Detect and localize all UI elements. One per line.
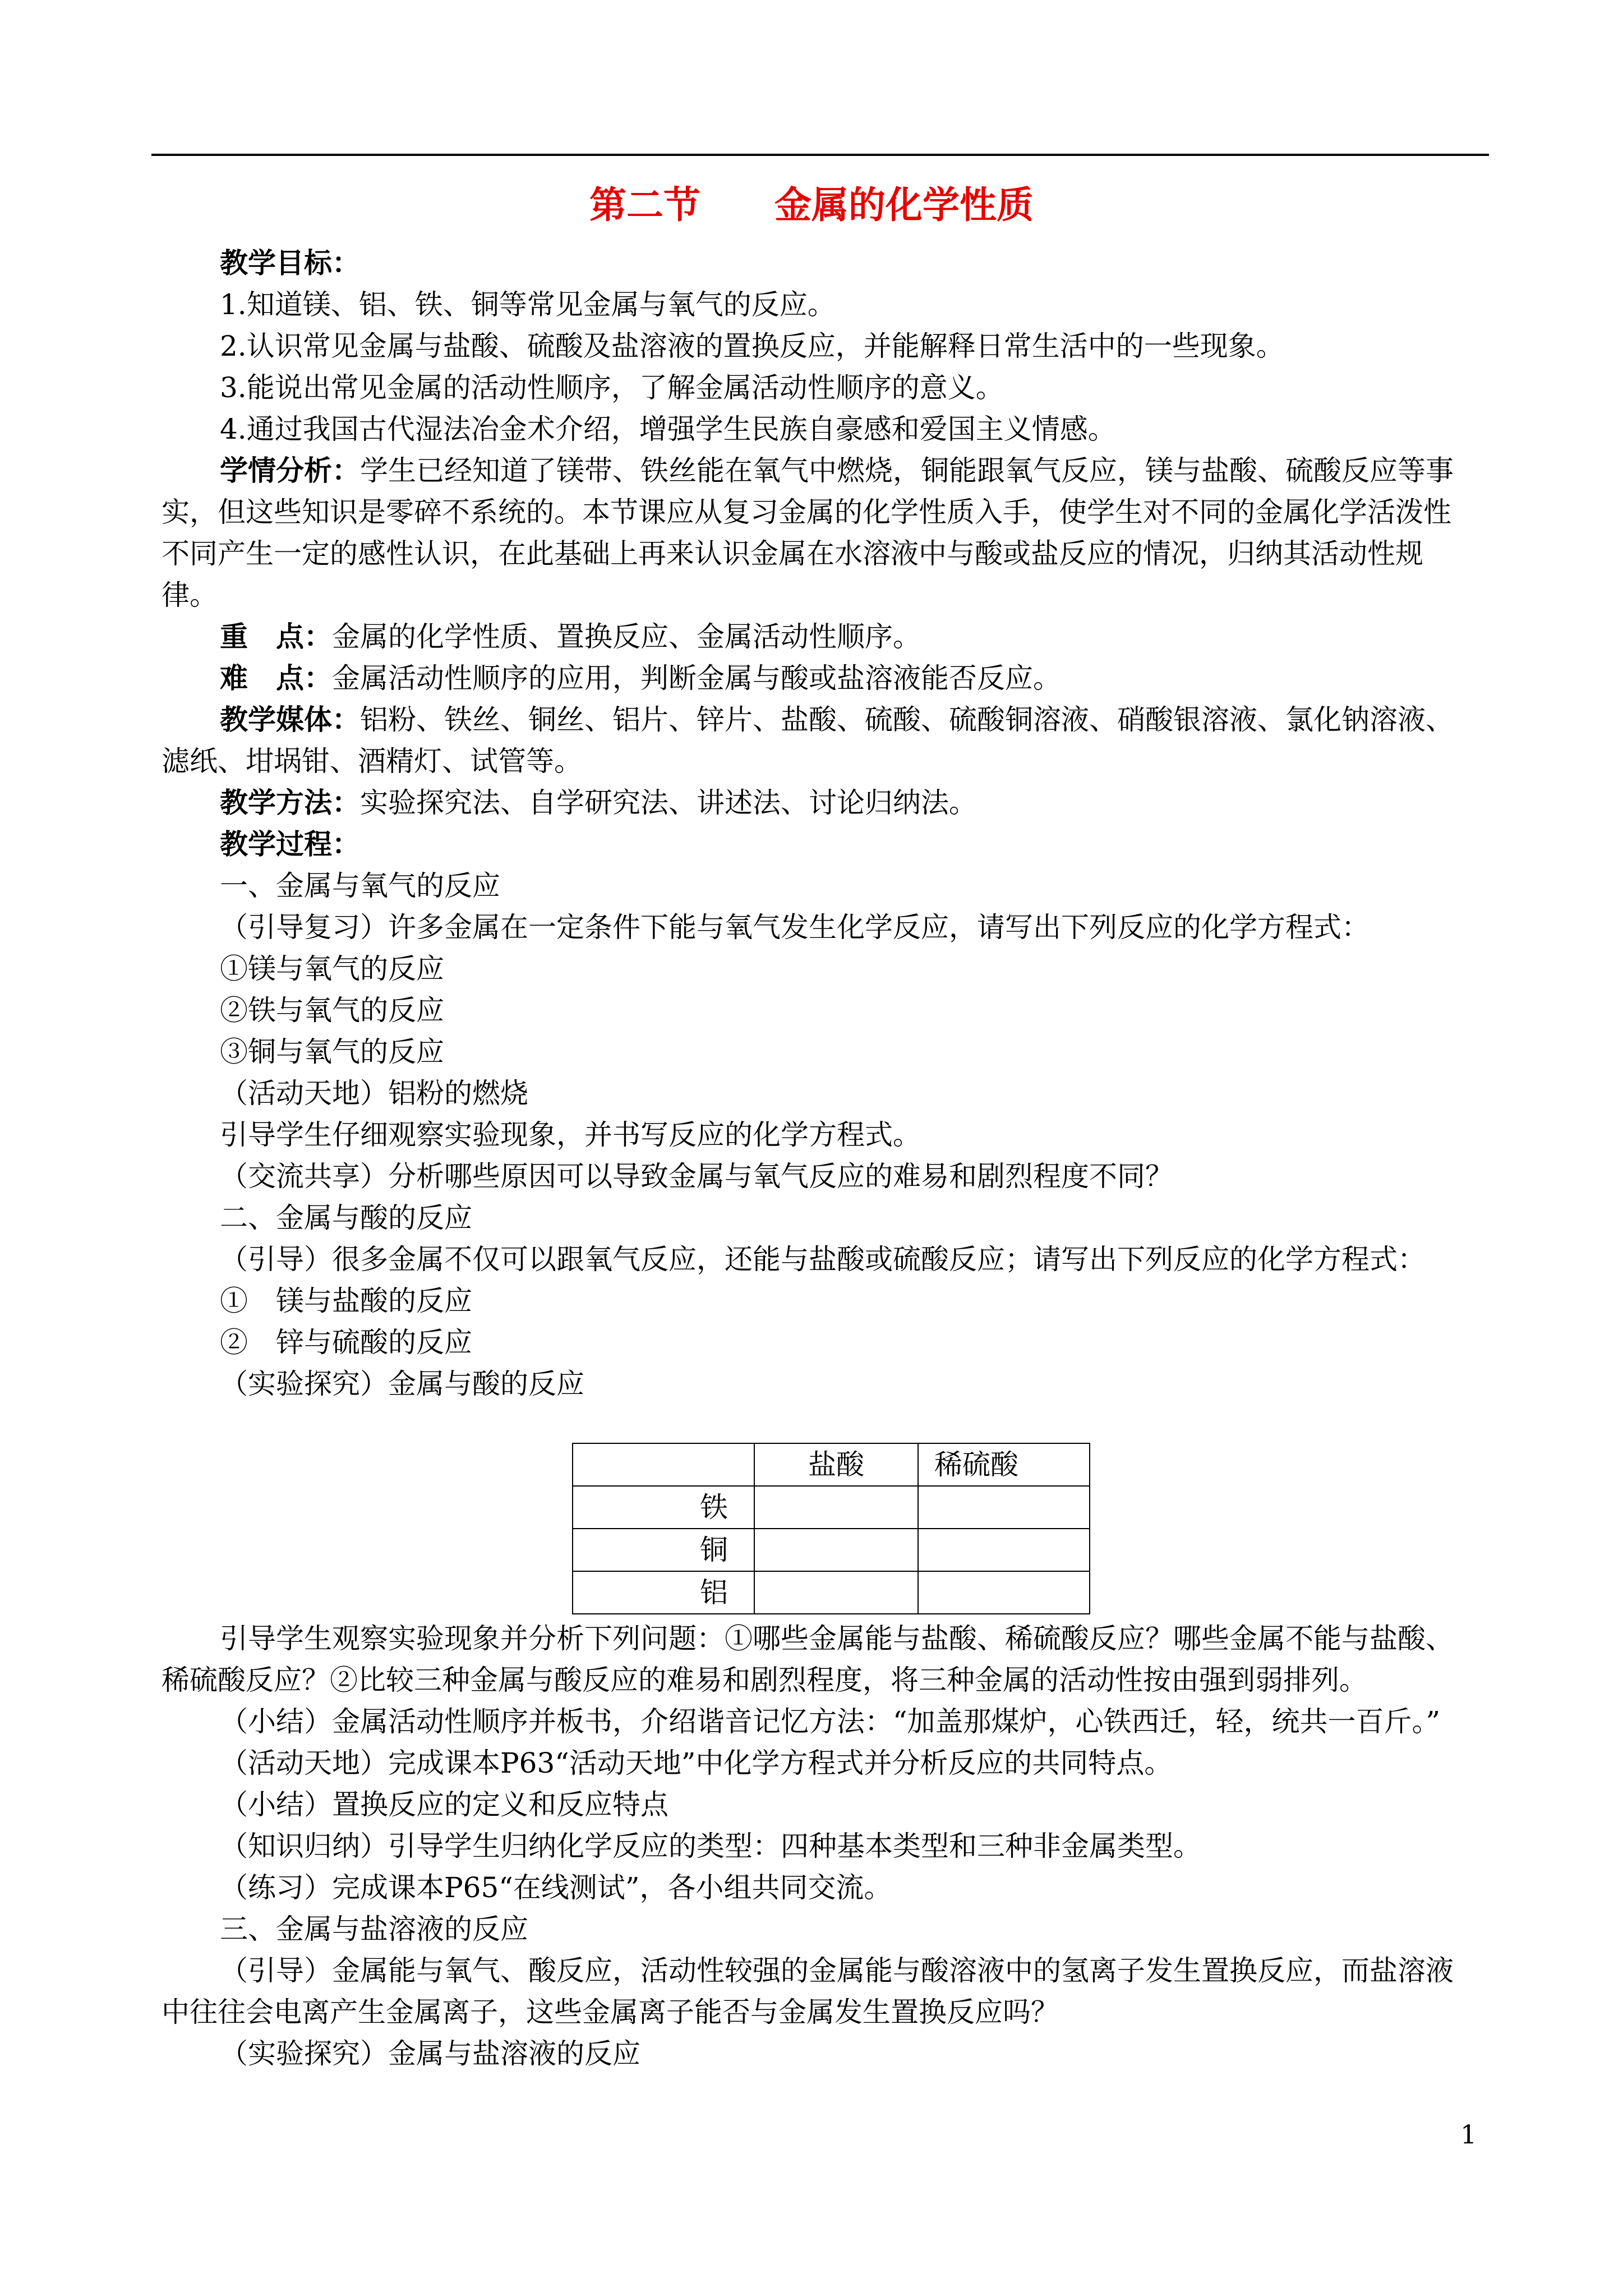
- table-cell: [918, 1571, 1090, 1614]
- objective-item: 3.能说出常见金属的活动性顺序，了解金属活动性顺序的意义。: [220, 371, 1004, 404]
- difficulty-label: 难 点：: [220, 661, 332, 694]
- analysis-label: 学情分析：: [220, 454, 360, 487]
- table-row: [573, 1571, 1090, 1614]
- methods-text: 实验探究法、自学研究法、讲述法、讨论归纳法。: [360, 786, 977, 819]
- table-header-cell: 稀硫酸: [918, 1443, 1090, 1486]
- process-line: （知识归纳）引导学生归纳化学反应的类型：四种基本类型和三种非金属类型。: [220, 1830, 1201, 1862]
- process-line: （引导）金属能与氧气、酸反应，活动性较强的金属能与酸溶液中的氢离子发生置换反应，而盐溶液中往往会电离产生金属离子，这些金属离子能否与金属发生置换反应吗？: [162, 1954, 1454, 2028]
- header-rule: [151, 154, 1489, 156]
- process-line: 引导学生观察实验现象并分析下列问题：①哪些金属能与盐酸、稀硫酸反应？哪些金属不能与盐酸、稀硫酸反应？②比较三种金属与酸反应的难易和剧烈程度，将三种金属的活动性按由强到弱排列。: [162, 1622, 1454, 1696]
- objective-item: 2.认识常见金属与盐酸、硫酸及盐溶液的置换反应，并能解释日常生活中的一些现象。: [220, 330, 1284, 362]
- table-row-label: 铝: [573, 1571, 754, 1614]
- process-line: （交流共享）分析哪些原因可以导致金属与氧气反应的难易和剧烈程度不同？: [220, 1160, 1173, 1193]
- objective-item: 1.知道镁、铝、铁、铜等常见金属与氧气的反应。: [220, 288, 836, 321]
- process-line: ②铁与氧气的反应: [220, 994, 444, 1027]
- table-cell: [918, 1529, 1090, 1571]
- document-body: [162, 242, 1474, 2074]
- table-row: [573, 1529, 1090, 1571]
- process-line: （小结）置换反应的定义和反应特点: [220, 1788, 668, 1821]
- key-point-paragraph: [162, 616, 1474, 657]
- process-line: ② 锌与硫酸的反应: [220, 1326, 472, 1359]
- key-point-label: 重 点：: [220, 620, 332, 653]
- process-line: ①镁与氧气的反应: [220, 953, 444, 985]
- process-line: （引导复习）许多金属在一定条件下能与氧气发生化学反应，请写出下列反应的化学方程式：: [220, 911, 1370, 944]
- section-heading-acid: 二、金属与酸的反应: [220, 1202, 472, 1234]
- table-cell: [754, 1571, 918, 1614]
- key-point-text: 金属的化学性质、置换反应、金属活动性顺序。: [332, 620, 921, 653]
- page-title: 第二节 金属的化学性质: [589, 183, 1034, 227]
- table-header-cell: [573, 1443, 754, 1486]
- process-line: （实验探究）金属与酸的反应: [220, 1368, 584, 1400]
- methods-paragraph: [162, 782, 1474, 823]
- process-line: （活动天地）完成课本P63“活动天地”中化学方程式并分析反应的共同特点。: [220, 1747, 1173, 1779]
- table-header-cell: 盐酸: [754, 1443, 918, 1486]
- analysis-paragraph: [162, 450, 1474, 616]
- table-cell: [754, 1529, 918, 1571]
- process-line: （小结）金属活动性顺序并板书，介绍谐音记忆方法：“加盖那煤炉，心铁西迁，轻，统共一百斤。”: [220, 1705, 1441, 1738]
- table-cell: [918, 1486, 1090, 1529]
- section-heading-oxygen: 一、金属与氧气的反应: [220, 869, 500, 902]
- objective-item: 4.通过我国古代湿法冶金术介绍，增强学生民族自豪感和爱国主义情感。: [220, 413, 1116, 445]
- table-header-row: [573, 1443, 1090, 1486]
- process-line: （引导）很多金属不仅可以跟氧气反应，还能与盐酸或硫酸反应；请写出下列反应的化学方程式：: [220, 1243, 1426, 1276]
- analysis-text: 学生已经知道了镁带、铁丝能在氧气中燃烧，铜能跟氧气反应，镁与盐酸、硫酸反应等事实，但这些知识是零碎不系统的。本节课应从复习金属的化学性质入手，使学生对不同的金属化学活泼性不同产生一定的感性认识，在此基础上再来认识金属在水溶液中与酸或盐反应的情况，归纳其活动性规律。: [162, 454, 1454, 611]
- process-line: （练习）完成课本P65“在线测试”，各小组共同交流。: [220, 1871, 892, 1904]
- media-label: 教学媒体：: [220, 703, 360, 736]
- section-heading-salt: 三、金属与盐溶液的反应: [220, 1913, 528, 1945]
- process-line: ① 镁与盐酸的反应: [220, 1285, 472, 1317]
- experiment-table: [572, 1443, 1090, 1614]
- table-cell: [754, 1486, 918, 1529]
- difficulty-text: 金属活动性顺序的应用，判断金属与酸或盐溶液能否反应。: [332, 662, 1061, 694]
- table-row: [573, 1486, 1090, 1529]
- methods-label: 教学方法：: [220, 786, 360, 819]
- difficulty-paragraph: [162, 657, 1474, 699]
- process-line: ③铜与氧气的反应: [220, 1036, 444, 1068]
- page-number: 1: [1460, 2119, 1477, 2150]
- table-row-label: 铁: [573, 1486, 754, 1529]
- table-row-label: 铜: [573, 1529, 754, 1571]
- objectives-heading: 教学目标：: [220, 246, 360, 279]
- process-line: （活动天地）铝粉的燃烧: [220, 1077, 528, 1110]
- media-paragraph: [162, 699, 1474, 782]
- process-heading: 教学过程：: [220, 827, 360, 861]
- media-text: 铝粉、铁丝、铜丝、铝片、锌片、盐酸、硫酸、硫酸铜溶液、硝酸银溶液、氯化钠溶液、滤纸、坩埚钳、酒精灯、试管等。: [162, 703, 1454, 777]
- process-line: （实验探究）金属与盐溶液的反应: [220, 2037, 640, 2070]
- process-line: 引导学生仔细观察实验现象，并书写反应的化学方程式。: [220, 1119, 921, 1151]
